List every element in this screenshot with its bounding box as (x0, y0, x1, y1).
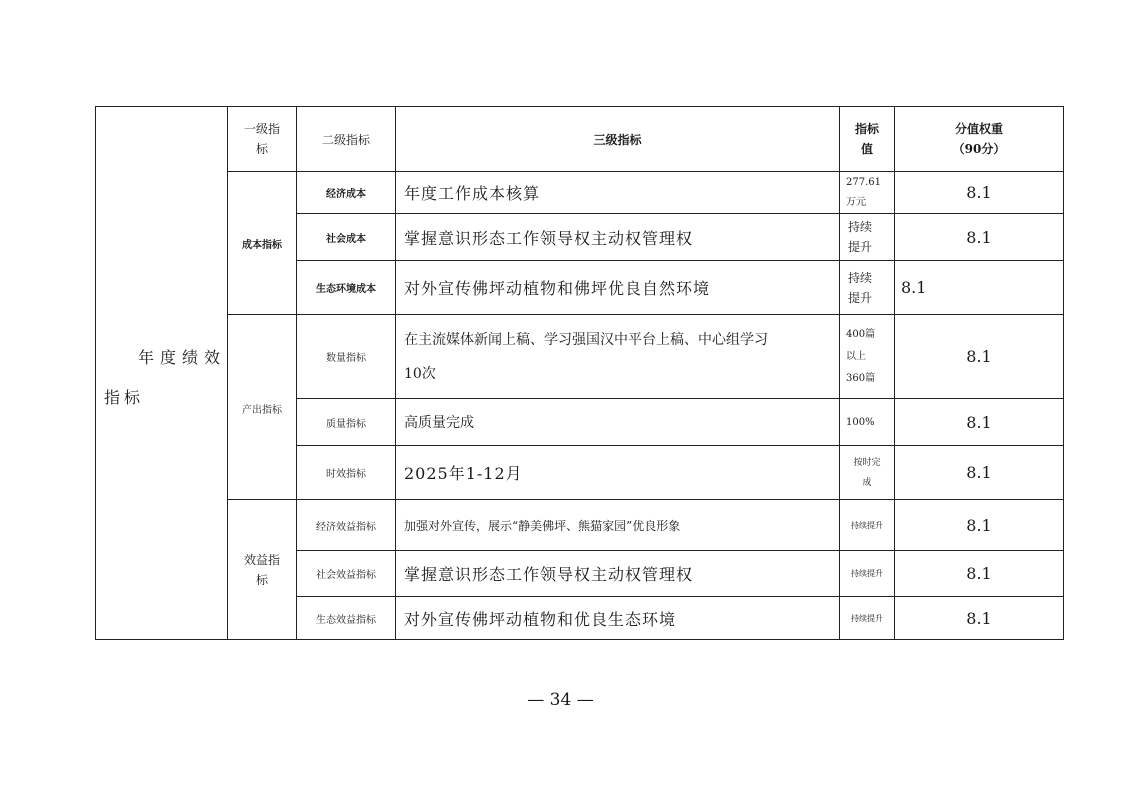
header-weight: 分值权重 （90分） (895, 107, 1064, 172)
value-cell: 持续提升 (840, 551, 895, 597)
level3-cell: 高质量完成 (396, 399, 840, 446)
value-cell: 持续提升 (840, 500, 895, 551)
level3-cell: 对外宣传佛坪动植物和佛坪优良自然环境 (396, 261, 840, 315)
level3-cell: 加强对外宣传，展示“静美佛坪、熊猫家园”优良形象 (396, 500, 840, 551)
header-level2: 二级指标 (297, 107, 396, 172)
table-row (96, 500, 1064, 551)
value-cell: 400篇 以上 360篇 (840, 315, 895, 399)
level1-output: 产出指标 (228, 315, 297, 500)
value-cell: 按时完 成 (840, 446, 895, 500)
level2-cell: 社会效益指标 (297, 551, 396, 597)
value-cell: 持续 提升 (840, 261, 895, 315)
weight-cell: 8.1 (895, 446, 1064, 500)
weight-cell: 8.1 (895, 214, 1064, 261)
table-header-row (96, 107, 1064, 172)
level3-cell: 对外宣传佛坪动植物和优良生态环境 (396, 597, 840, 640)
level2-cell: 经济成本 (297, 172, 396, 214)
value-cell: 100% (840, 399, 895, 446)
table-row (96, 172, 1064, 214)
value-cell: 277.61 万元 (840, 172, 895, 214)
level1-cost: 成本指标 (228, 172, 297, 315)
category-cell (96, 107, 228, 640)
level3-cell: 年度工作成本核算 (396, 172, 840, 214)
page-number: — 34 — (527, 690, 594, 710)
category-label-line2: 指标 (104, 388, 145, 407)
value-cell: 持续提升 (840, 597, 895, 640)
level2-cell: 社会成本 (297, 214, 396, 261)
weight-cell: 8.1 (895, 261, 1064, 315)
weight-cell: 8.1 (895, 551, 1064, 597)
weight-cell: 8.1 (895, 172, 1064, 214)
header-level3: 三级指标 (396, 107, 840, 172)
level2-cell: 质量指标 (297, 399, 396, 446)
performance-indicator-table (95, 106, 1064, 640)
weight-cell: 8.1 (895, 399, 1064, 446)
level1-benefit: 效益指 标 (228, 500, 297, 640)
level2-cell: 经济效益指标 (297, 500, 396, 551)
level2-cell: 生态效益指标 (297, 597, 396, 640)
weight-cell: 8.1 (895, 315, 1064, 399)
weight-cell: 8.1 (895, 597, 1064, 640)
level2-cell: 时效指标 (297, 446, 396, 500)
header-value: 指标 值 (840, 107, 895, 172)
weight-cell: 8.1 (895, 500, 1064, 551)
level3-cell: 掌握意识形态工作领导权主动权管理权 (396, 551, 840, 597)
table-row (96, 315, 1064, 399)
level3-cell: 掌握意识形态工作领导权主动权管理权 (396, 214, 840, 261)
value-cell: 持续 提升 (840, 214, 895, 261)
level3-cell: 在主流媒体新闻上稿、学习强国汉中平台上稿、中心组学习 10次 (396, 315, 840, 399)
level2-cell: 生态环境成本 (297, 261, 396, 315)
header-level1: 一级指 标 (228, 107, 297, 172)
level3-cell: 2025年1-12月 (396, 446, 840, 500)
category-label-line1: 年度绩效 (138, 348, 227, 367)
level2-cell: 数量指标 (297, 315, 396, 399)
